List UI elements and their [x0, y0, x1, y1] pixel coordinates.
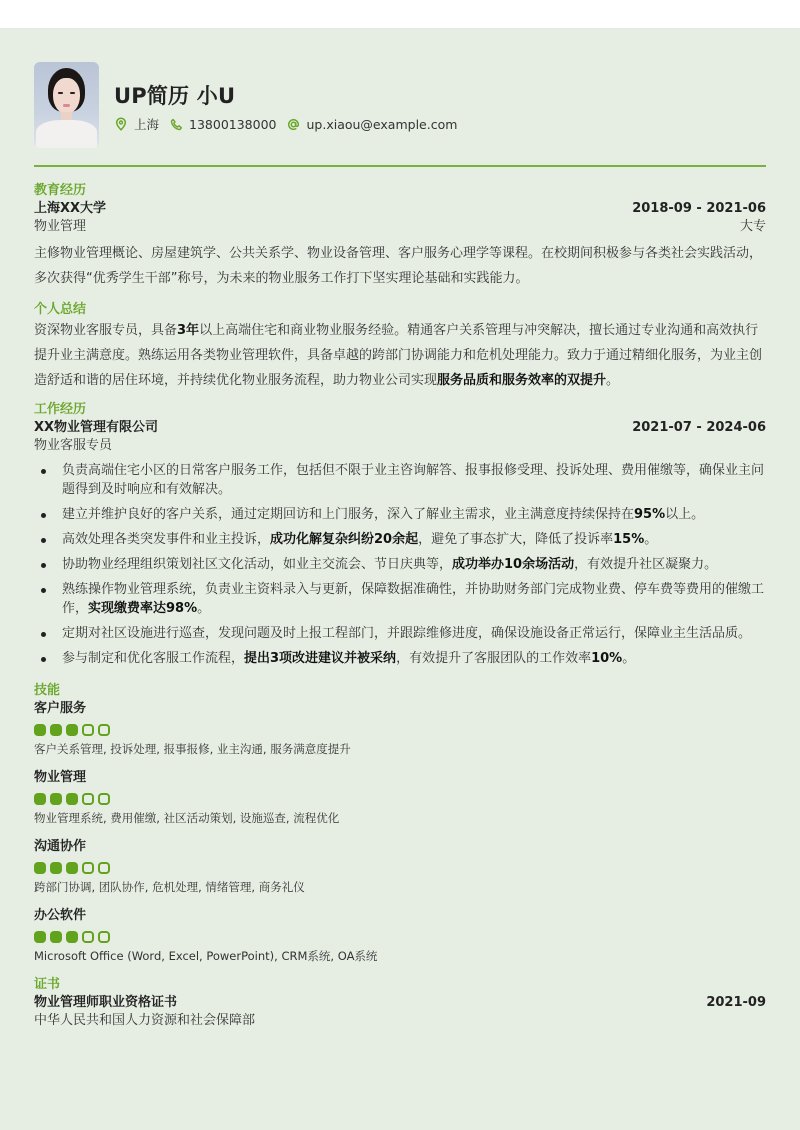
text-segment: 以上高端住宅和商业物业服务经验。精通客户关系管理与冲突解决，擅长通过专业沟通和高效执行提升业主满意度。熟练运用各类物业管理软件，具备卓越的跨部门协调能力和危机处理能力。致力于通过精细化服务，为业主创造舒适和谐的居住环境，并持续优化物业服务流程，助力物业公司实现 — [34, 323, 763, 388]
text-segment: 资深物业客服专员，具备 — [34, 323, 178, 338]
contact-phone — [169, 117, 276, 132]
major: 物业管理 — [34, 219, 87, 234]
work-bullet-item — [34, 461, 766, 499]
work-bullet-item — [34, 505, 766, 524]
empty-level-dot-icon — [98, 793, 110, 805]
certificates-title: 证书 — [34, 977, 61, 992]
skill-description: 跨部门协调, 团队协作, 危机处理, 情绪管理, 商务礼仪 — [34, 880, 305, 894]
job-position: 物业客服专员 — [34, 438, 113, 453]
summary-title: 个人总结 — [34, 302, 87, 317]
filled-level-dot-icon — [34, 862, 46, 874]
filled-level-dot-icon — [34, 724, 46, 736]
skill-name: 办公软件 — [34, 908, 87, 923]
school-name: 上海XX大学 — [34, 201, 107, 216]
empty-level-dot-icon — [98, 724, 110, 736]
contact-location — [114, 115, 159, 133]
emphasis-text: 成功化解复杂纠纷20余起 — [270, 532, 419, 547]
education-section — [34, 182, 766, 291]
certificate-issuer: 中华人民共和国人力资源和社会保障部 — [34, 1013, 256, 1028]
text-segment: 。 — [606, 373, 620, 388]
filled-level-dot-icon — [50, 862, 62, 874]
company-name: XX物业管理有限公司 — [34, 420, 159, 435]
filled-level-dot-icon — [34, 931, 46, 943]
skill-description: 物业管理系统, 费用催缴, 社区活动策划, 设施巡查, 流程优化 — [34, 811, 340, 825]
emphasis-text: 实现缴费率达98% — [88, 601, 198, 616]
skill-level-rating — [34, 931, 766, 943]
skill-description: Microsoft Office (Word, Excel, PowerPoint), CRM系统, OA系统 — [34, 949, 378, 963]
text-segment: 定期对社区设施进行巡查，发现问题及时上报工程部门，并跟踪维修进度，确保设施设备正常运行，保障业主生活品质。 — [62, 626, 752, 641]
empty-level-dot-icon — [98, 862, 110, 874]
emphasis-text: 成功举办10余场活动 — [452, 557, 575, 572]
emphasis-text: 10% — [591, 651, 623, 666]
work-dates: 2021-07 - 2024-06 — [632, 420, 766, 435]
skill-item — [34, 907, 766, 964]
filled-level-dot-icon — [50, 724, 62, 736]
emphasis-text: 提出3项改进建议并被采纳 — [244, 651, 397, 666]
skill-name: 沟通协作 — [34, 839, 87, 854]
text-segment: 协助物业经理组织策划社区文化活动，如业主交流会、节日庆典等， — [62, 557, 453, 572]
emphasis-text: 3年 — [177, 323, 200, 338]
filled-level-dot-icon — [66, 862, 78, 874]
summary-text — [34, 318, 766, 393]
profile-photo — [34, 62, 99, 148]
skill-item — [34, 769, 766, 826]
contact-email — [287, 117, 458, 132]
empty-level-dot-icon — [82, 862, 94, 874]
emphasis-text: 95% — [634, 507, 666, 522]
skill-name: 客户服务 — [34, 701, 87, 716]
candidate-name: UP简历 小U — [114, 84, 236, 108]
text-segment: 建立并维护良好的客户关系，通过定期回访和上门服务，深入了解业主需求，业主满意度持续保持在 — [62, 507, 635, 522]
skill-name: 物业管理 — [34, 770, 87, 785]
education-dates: 2018-09 - 2021-06 — [632, 201, 766, 216]
skills-title: 技能 — [34, 683, 61, 698]
skill-item — [34, 700, 766, 757]
text-segment: 负责高端住宅小区的日常客户服务工作，包括但不限于业主咨询解答、报事报修受理、投诉处理、费用催缴等，确保业主问题得到及时响应和有效解决。 — [62, 463, 765, 497]
work-title: 工作经历 — [34, 402, 87, 417]
text-segment: ，避免了事态扩大，降低了投诉率 — [418, 532, 614, 547]
location-text: 上海 — [134, 117, 160, 132]
skill-item — [34, 838, 766, 895]
filled-level-dot-icon — [66, 931, 78, 943]
summary-section — [34, 301, 766, 393]
text-segment: 熟练操作物业管理系统，负责业主资料录入与更新，保障数据准确性，并协助财务部门完成物业费、停车费等费用的催缴工作， — [62, 582, 765, 616]
filled-level-dot-icon — [66, 793, 78, 805]
filled-level-dot-icon — [34, 793, 46, 805]
work-bullet-item — [34, 530, 766, 549]
empty-level-dot-icon — [82, 724, 94, 736]
text-segment: 。 — [197, 601, 211, 616]
work-bullet-item — [34, 649, 766, 668]
phone-icon — [169, 117, 183, 131]
text-segment: ，有效提升社区凝聚力。 — [574, 557, 718, 572]
phone-text[interactable]: 13800138000 — [189, 116, 277, 132]
empty-level-dot-icon — [82, 931, 94, 943]
text-segment: 高效处理各类突发事件和业主投诉， — [62, 532, 271, 547]
work-bullet-item — [34, 580, 766, 618]
emphasis-text: 15% — [613, 532, 645, 547]
empty-level-dot-icon — [82, 793, 94, 805]
skill-level-rating — [34, 793, 766, 805]
resume-page — [0, 28, 800, 1130]
education-description: 主修物业管理概论、房屋建筑学、公共关系学、物业设备管理、客户服务心理学等课程。在校期间积极参与各类社会实践活动，多次获得“优秀学生干部”称号，为未来的物业服务工作打下坚实理论基础和实践能力。 — [34, 246, 763, 286]
work-bullet-item — [34, 624, 766, 643]
certificates-section — [34, 976, 766, 1030]
skill-level-rating — [34, 724, 766, 736]
resume-header — [34, 28, 766, 166]
degree: 大专 — [739, 219, 766, 234]
work-section — [34, 401, 766, 668]
filled-level-dot-icon — [50, 931, 62, 943]
filled-level-dot-icon — [66, 724, 78, 736]
skills-list — [34, 700, 766, 964]
text-segment: 。 — [644, 532, 658, 547]
education-title: 教育经历 — [34, 183, 87, 198]
text-segment: 。 — [622, 651, 636, 666]
certificate-date: 2021-09 — [706, 995, 766, 1010]
emphasis-text: 服务品质和服务效率的双提升 — [437, 373, 607, 388]
skills-section — [34, 682, 766, 964]
top-strip — [0, 0, 800, 28]
empty-level-dot-icon — [98, 931, 110, 943]
text-segment: 参与制定和优化客服工作流程， — [62, 651, 245, 666]
work-bullet-item — [34, 555, 766, 574]
skill-level-rating — [34, 862, 766, 874]
skill-description: 客户关系管理, 投诉处理, 报事报修, 业主沟通, 服务满意度提升 — [34, 742, 351, 756]
text-segment: ，有效提升了客服团队的工作效率 — [396, 651, 592, 666]
filled-level-dot-icon — [50, 793, 62, 805]
header-divider — [34, 165, 766, 167]
at-sign-icon — [287, 117, 301, 131]
certificate-name: 物业管理师职业资格证书 — [34, 995, 178, 1010]
text-segment: 以上。 — [665, 507, 705, 522]
location-pin-icon — [114, 117, 128, 131]
email-text[interactable]: up.xiaou@example.com — [306, 116, 458, 132]
contact-info — [114, 115, 467, 133]
work-bullet-list — [34, 461, 766, 668]
